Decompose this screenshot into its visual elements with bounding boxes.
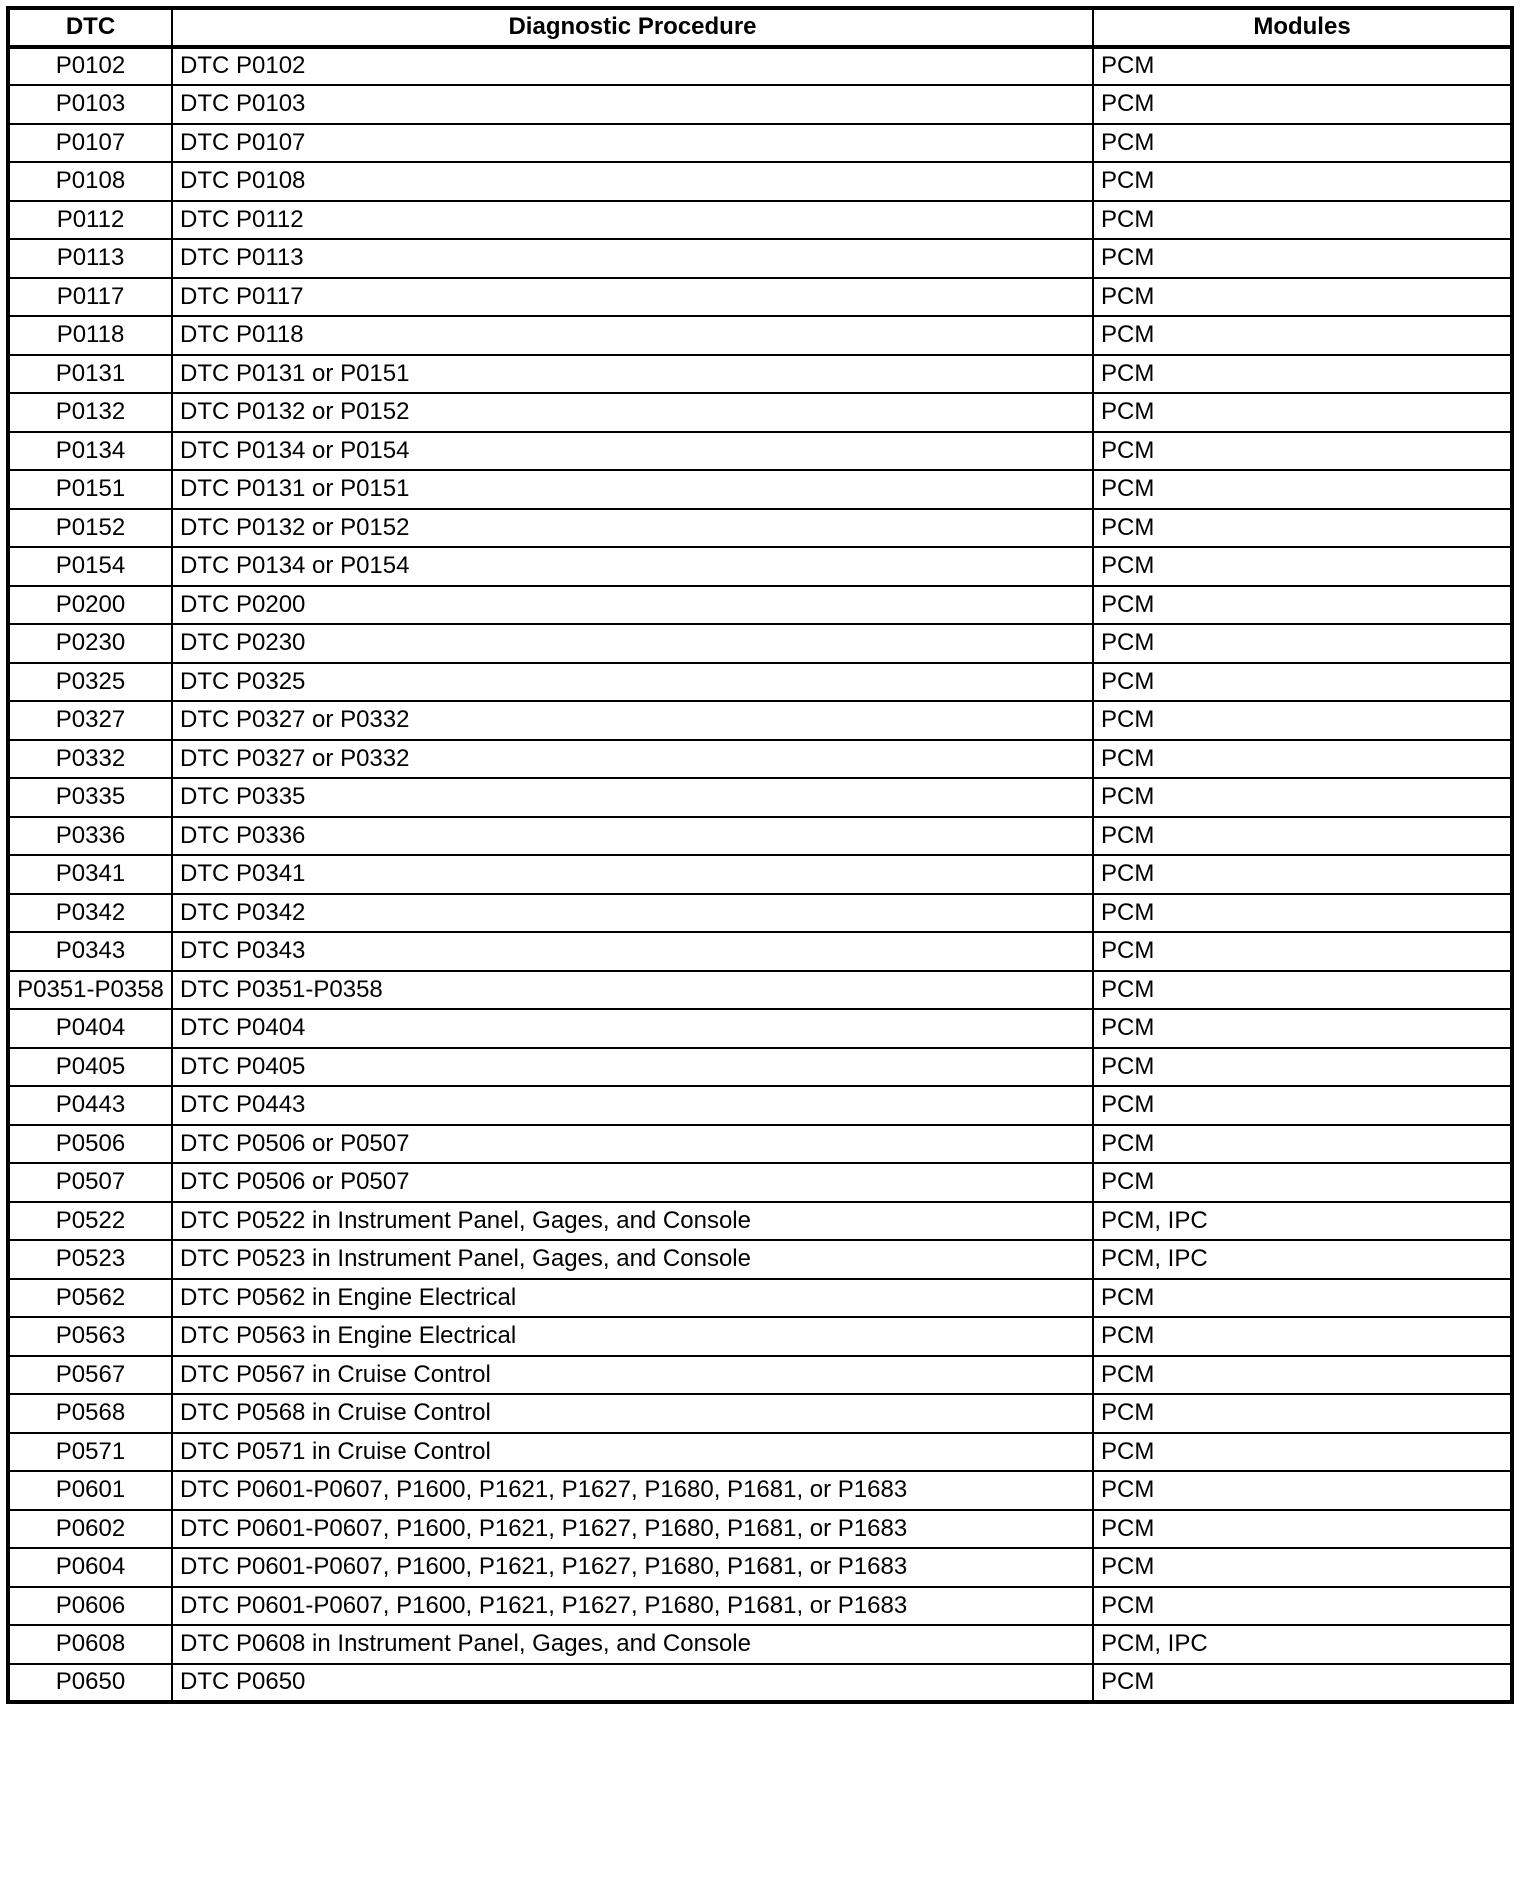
table-header bbox=[8, 8, 1512, 47]
modules-cell: PCM bbox=[1093, 1394, 1512, 1433]
table-row bbox=[8, 316, 1512, 355]
modules-cell: PCM bbox=[1093, 740, 1512, 779]
table-row bbox=[8, 393, 1512, 432]
diagnostic-procedure-cell: DTC P0102 bbox=[172, 47, 1093, 86]
diagnostic-procedure-cell: DTC P0506 or P0507 bbox=[172, 1125, 1093, 1164]
diagnostic-procedure-cell: DTC P0107 bbox=[172, 124, 1093, 163]
table-row bbox=[8, 1394, 1512, 1433]
dtc-code-cell: P0107 bbox=[8, 124, 172, 163]
modules-cell: PCM bbox=[1093, 1279, 1512, 1318]
diagnostic-procedure-cell: DTC P0117 bbox=[172, 278, 1093, 317]
diagnostic-procedure-cell: DTC P0325 bbox=[172, 663, 1093, 702]
dtc-code-cell: P0606 bbox=[8, 1587, 172, 1626]
dtc-code-cell: P0342 bbox=[8, 894, 172, 933]
table-row bbox=[8, 778, 1512, 817]
table-row bbox=[8, 509, 1512, 548]
modules-cell: PCM bbox=[1093, 1471, 1512, 1510]
modules-cell: PCM bbox=[1093, 393, 1512, 432]
table-row bbox=[8, 855, 1512, 894]
diagnostic-procedure-cell: DTC P0567 in Cruise Control bbox=[172, 1356, 1093, 1395]
dtc-code-cell: P0650 bbox=[8, 1664, 172, 1703]
dtc-code-cell: P0118 bbox=[8, 316, 172, 355]
table-row bbox=[8, 355, 1512, 394]
dtc-code-cell: P0604 bbox=[8, 1548, 172, 1587]
diagnostic-procedure-cell: DTC P0327 or P0332 bbox=[172, 740, 1093, 779]
modules-cell: PCM bbox=[1093, 432, 1512, 471]
dtc-code-cell: P0327 bbox=[8, 701, 172, 740]
dtc-code-cell: P0405 bbox=[8, 1048, 172, 1087]
dtc-code-cell: P0523 bbox=[8, 1240, 172, 1279]
table-row bbox=[8, 432, 1512, 471]
table-row bbox=[8, 85, 1512, 124]
table-row bbox=[8, 817, 1512, 856]
table-row bbox=[8, 1202, 1512, 1241]
table-row bbox=[8, 1587, 1512, 1626]
diagnostic-procedure-cell: DTC P0562 in Engine Electrical bbox=[172, 1279, 1093, 1318]
dtc-code-cell: P0112 bbox=[8, 201, 172, 240]
modules-cell: PCM bbox=[1093, 624, 1512, 663]
modules-cell: PCM bbox=[1093, 855, 1512, 894]
modules-cell: PCM bbox=[1093, 1510, 1512, 1549]
diagnostic-procedure-cell: DTC P0351-P0358 bbox=[172, 971, 1093, 1010]
modules-cell: PCM bbox=[1093, 586, 1512, 625]
dtc-code-cell: P0601 bbox=[8, 1471, 172, 1510]
diagnostic-procedure-cell: DTC P0131 or P0151 bbox=[172, 470, 1093, 509]
modules-cell: PCM bbox=[1093, 1317, 1512, 1356]
table-row bbox=[8, 932, 1512, 971]
modules-cell: PCM bbox=[1093, 701, 1512, 740]
diagnostic-procedure-cell: DTC P0132 or P0152 bbox=[172, 509, 1093, 548]
modules-cell: PCM bbox=[1093, 1086, 1512, 1125]
dtc-code-cell: P0117 bbox=[8, 278, 172, 317]
modules-cell: PCM bbox=[1093, 162, 1512, 201]
modules-cell: PCM, IPC bbox=[1093, 1625, 1512, 1664]
modules-cell: PCM bbox=[1093, 1125, 1512, 1164]
modules-cell: PCM bbox=[1093, 355, 1512, 394]
dtc-code-cell: P0152 bbox=[8, 509, 172, 548]
modules-cell: PCM bbox=[1093, 1548, 1512, 1587]
dtc-code-cell: P0507 bbox=[8, 1163, 172, 1202]
diagnostic-procedure-cell: DTC P0336 bbox=[172, 817, 1093, 856]
modules-cell: PCM bbox=[1093, 778, 1512, 817]
diagnostic-procedure-cell: DTC P0443 bbox=[172, 1086, 1093, 1125]
diagnostic-procedure-cell: DTC P0601-P0607, P1600, P1621, P1627, P1680, P1681, or P1683 bbox=[172, 1471, 1093, 1510]
dtc-code-cell: P0343 bbox=[8, 932, 172, 971]
dtc-code-cell: P0108 bbox=[8, 162, 172, 201]
modules-cell: PCM bbox=[1093, 971, 1512, 1010]
modules-cell: PCM bbox=[1093, 1433, 1512, 1472]
diagnostic-procedure-cell: DTC P0343 bbox=[172, 932, 1093, 971]
dtc-code-cell: P0562 bbox=[8, 1279, 172, 1318]
dtc-code-cell: P0103 bbox=[8, 85, 172, 124]
table-row bbox=[8, 624, 1512, 663]
dtc-code-cell: P0151 bbox=[8, 470, 172, 509]
diagnostic-procedure-cell: DTC P0601-P0607, P1600, P1621, P1627, P1680, P1681, or P1683 bbox=[172, 1587, 1093, 1626]
diagnostic-procedure-cell: DTC P0405 bbox=[172, 1048, 1093, 1087]
modules-cell: PCM bbox=[1093, 1048, 1512, 1087]
table-row bbox=[8, 1664, 1512, 1703]
modules-cell: PCM, IPC bbox=[1093, 1240, 1512, 1279]
diagnostic-procedure-cell: DTC P0404 bbox=[172, 1009, 1093, 1048]
diagnostic-procedure-cell: DTC P0103 bbox=[172, 85, 1093, 124]
modules-cell: PCM, IPC bbox=[1093, 1202, 1512, 1241]
dtc-code-cell: P0563 bbox=[8, 1317, 172, 1356]
header-dtc: DTC bbox=[8, 8, 172, 47]
dtc-code-cell: P0332 bbox=[8, 740, 172, 779]
modules-cell: PCM bbox=[1093, 316, 1512, 355]
diagnostic-procedure-cell: DTC P0341 bbox=[172, 855, 1093, 894]
table-row bbox=[8, 278, 1512, 317]
diagnostic-procedure-cell: DTC P0200 bbox=[172, 586, 1093, 625]
header-row bbox=[8, 8, 1512, 47]
modules-cell: PCM bbox=[1093, 278, 1512, 317]
modules-cell: PCM bbox=[1093, 1587, 1512, 1626]
table-row bbox=[8, 740, 1512, 779]
modules-cell: PCM bbox=[1093, 817, 1512, 856]
dtc-code-cell: P0567 bbox=[8, 1356, 172, 1395]
dtc-code-cell: P0131 bbox=[8, 355, 172, 394]
diagnostic-procedure-cell: DTC P0571 in Cruise Control bbox=[172, 1433, 1093, 1472]
table-row bbox=[8, 586, 1512, 625]
modules-cell: PCM bbox=[1093, 47, 1512, 86]
table-row bbox=[8, 1279, 1512, 1318]
dtc-code-cell: P0602 bbox=[8, 1510, 172, 1549]
table-row bbox=[8, 701, 1512, 740]
table-row bbox=[8, 1625, 1512, 1664]
dtc-code-cell: P0571 bbox=[8, 1433, 172, 1472]
diagnostic-procedure-cell: DTC P0327 or P0332 bbox=[172, 701, 1093, 740]
table-row bbox=[8, 1510, 1512, 1549]
modules-cell: PCM bbox=[1093, 124, 1512, 163]
diagnostic-procedure-cell: DTC P0342 bbox=[172, 894, 1093, 933]
table-row bbox=[8, 547, 1512, 586]
table-body bbox=[8, 47, 1512, 1703]
dtc-code-cell: P0522 bbox=[8, 1202, 172, 1241]
dtc-code-cell: P0113 bbox=[8, 239, 172, 278]
dtc-code-cell: P0506 bbox=[8, 1125, 172, 1164]
modules-cell: PCM bbox=[1093, 894, 1512, 933]
diagnostic-procedure-cell: DTC P0118 bbox=[172, 316, 1093, 355]
diagnostic-procedure-cell: DTC P0506 or P0507 bbox=[172, 1163, 1093, 1202]
dtc-code-cell: P0341 bbox=[8, 855, 172, 894]
diagnostic-procedure-cell: DTC P0601-P0607, P1600, P1621, P1627, P1680, P1681, or P1683 bbox=[172, 1510, 1093, 1549]
table-row bbox=[8, 894, 1512, 933]
header-diagnostic-procedure: Diagnostic Procedure bbox=[172, 8, 1093, 47]
dtc-code-cell: P0404 bbox=[8, 1009, 172, 1048]
modules-cell: PCM bbox=[1093, 1664, 1512, 1703]
diagnostic-procedure-cell: DTC P0112 bbox=[172, 201, 1093, 240]
modules-cell: PCM bbox=[1093, 1163, 1512, 1202]
dtc-code-cell: P0132 bbox=[8, 393, 172, 432]
dtc-code-cell: P0351-P0358 bbox=[8, 971, 172, 1010]
table-row bbox=[8, 1471, 1512, 1510]
table-row bbox=[8, 124, 1512, 163]
dtc-code-cell: P0102 bbox=[8, 47, 172, 86]
dtc-code-cell: P0200 bbox=[8, 586, 172, 625]
table-row bbox=[8, 1125, 1512, 1164]
dtc-code-cell: P0568 bbox=[8, 1394, 172, 1433]
table-row bbox=[8, 201, 1512, 240]
table-row bbox=[8, 47, 1512, 86]
dtc-code-cell: P0230 bbox=[8, 624, 172, 663]
modules-cell: PCM bbox=[1093, 1356, 1512, 1395]
modules-cell: PCM bbox=[1093, 85, 1512, 124]
table-row bbox=[8, 1356, 1512, 1395]
dtc-code-cell: P0325 bbox=[8, 663, 172, 702]
dtc-code-cell: P0336 bbox=[8, 817, 172, 856]
table-row bbox=[8, 1086, 1512, 1125]
modules-cell: PCM bbox=[1093, 470, 1512, 509]
diagnostic-procedure-cell: DTC P0113 bbox=[172, 239, 1093, 278]
diagnostic-procedure-cell: DTC P0522 in Instrument Panel, Gages, and Console bbox=[172, 1202, 1093, 1241]
table-row bbox=[8, 971, 1512, 1010]
table-row bbox=[8, 162, 1512, 201]
diagnostic-procedure-cell: DTC P0601-P0607, P1600, P1621, P1627, P1680, P1681, or P1683 bbox=[172, 1548, 1093, 1587]
modules-cell: PCM bbox=[1093, 1009, 1512, 1048]
diagnostic-procedure-cell: DTC P0608 in Instrument Panel, Gages, and Console bbox=[172, 1625, 1093, 1664]
table-row bbox=[8, 1163, 1512, 1202]
diagnostic-procedure-cell: DTC P0230 bbox=[172, 624, 1093, 663]
header-modules: Modules bbox=[1093, 8, 1512, 47]
dtc-code-cell: P0154 bbox=[8, 547, 172, 586]
modules-cell: PCM bbox=[1093, 547, 1512, 586]
diagnostic-procedure-cell: DTC P0131 or P0151 bbox=[172, 355, 1093, 394]
modules-cell: PCM bbox=[1093, 509, 1512, 548]
diagnostic-procedure-cell: DTC P0563 in Engine Electrical bbox=[172, 1317, 1093, 1356]
table-row bbox=[8, 1048, 1512, 1087]
modules-cell: PCM bbox=[1093, 932, 1512, 971]
dtc-code-cell: P0608 bbox=[8, 1625, 172, 1664]
diagnostic-procedure-cell: DTC P0134 or P0154 bbox=[172, 432, 1093, 471]
table-row bbox=[8, 239, 1512, 278]
table-row bbox=[8, 663, 1512, 702]
dtc-table bbox=[6, 6, 1514, 1704]
diagnostic-procedure-cell: DTC P0134 or P0154 bbox=[172, 547, 1093, 586]
dtc-code-cell: P0134 bbox=[8, 432, 172, 471]
table-row bbox=[8, 1317, 1512, 1356]
table-row bbox=[8, 1433, 1512, 1472]
dtc-code-cell: P0443 bbox=[8, 1086, 172, 1125]
dtc-code-cell: P0335 bbox=[8, 778, 172, 817]
table-row bbox=[8, 470, 1512, 509]
diagnostic-procedure-cell: DTC P0108 bbox=[172, 162, 1093, 201]
modules-cell: PCM bbox=[1093, 239, 1512, 278]
diagnostic-procedure-cell: DTC P0523 in Instrument Panel, Gages, and Console bbox=[172, 1240, 1093, 1279]
diagnostic-procedure-cell: DTC P0650 bbox=[172, 1664, 1093, 1703]
modules-cell: PCM bbox=[1093, 201, 1512, 240]
diagnostic-procedure-cell: DTC P0132 or P0152 bbox=[172, 393, 1093, 432]
modules-cell: PCM bbox=[1093, 663, 1512, 702]
table-row bbox=[8, 1240, 1512, 1279]
diagnostic-procedure-cell: DTC P0335 bbox=[172, 778, 1093, 817]
diagnostic-procedure-cell: DTC P0568 in Cruise Control bbox=[172, 1394, 1093, 1433]
table-row bbox=[8, 1548, 1512, 1587]
table-row bbox=[8, 1009, 1512, 1048]
